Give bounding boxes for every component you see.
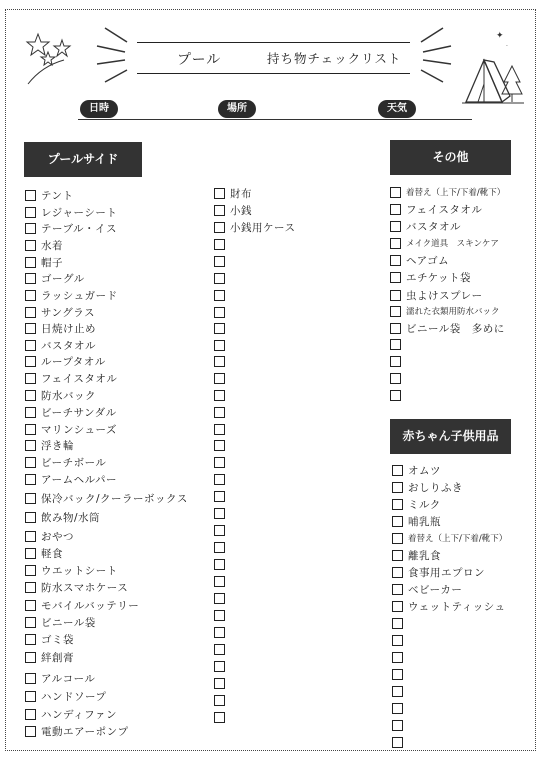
checkbox[interactable] bbox=[25, 691, 36, 702]
checkbox[interactable] bbox=[214, 188, 225, 199]
checkbox[interactable] bbox=[214, 222, 225, 233]
checkbox[interactable] bbox=[214, 239, 225, 250]
checkbox[interactable] bbox=[214, 307, 225, 318]
checkbox[interactable] bbox=[392, 669, 403, 680]
checkbox[interactable] bbox=[214, 424, 225, 435]
title-left: プール bbox=[177, 52, 222, 68]
checkbox[interactable] bbox=[25, 617, 36, 628]
checkbox[interactable] bbox=[392, 703, 403, 714]
checkbox[interactable] bbox=[392, 567, 403, 578]
checkbox[interactable] bbox=[214, 678, 225, 689]
checklist-label: おしりふき bbox=[408, 482, 463, 494]
checklist-label: 浮き輪 bbox=[41, 440, 74, 452]
checkbox[interactable] bbox=[25, 323, 36, 334]
checklist-label: ラッシュガード bbox=[41, 290, 118, 302]
checklist-label: ウェットティッシュ bbox=[408, 601, 506, 613]
checkbox[interactable] bbox=[25, 709, 36, 720]
checklist-label: アームヘルパー bbox=[41, 474, 117, 486]
checklist-label: 財布 bbox=[230, 188, 252, 200]
checkbox[interactable] bbox=[25, 240, 36, 251]
checkbox[interactable] bbox=[25, 356, 36, 367]
checkbox[interactable] bbox=[214, 205, 225, 216]
rays-right-icon bbox=[415, 26, 453, 86]
checklist-label: 着替え（上下/下着/靴下） bbox=[406, 188, 506, 198]
checkbox[interactable] bbox=[392, 584, 403, 595]
checklist-label: ミルク bbox=[408, 499, 441, 511]
checkbox[interactable] bbox=[25, 531, 36, 542]
title-block bbox=[137, 42, 410, 74]
checklist-label: バスタオル bbox=[406, 221, 461, 233]
checkbox[interactable] bbox=[214, 593, 225, 604]
checkbox[interactable] bbox=[214, 390, 225, 401]
checklist-label: ゴーグル bbox=[41, 273, 85, 285]
checkbox[interactable] bbox=[390, 255, 401, 266]
checkbox[interactable] bbox=[392, 533, 403, 544]
checkbox[interactable] bbox=[392, 686, 403, 697]
checklist-label: テーブル・イス bbox=[41, 223, 117, 235]
rays-left-icon bbox=[95, 26, 133, 86]
checkbox[interactable] bbox=[214, 644, 225, 655]
checklist-label: ハンディファン bbox=[41, 709, 117, 721]
checklist-label: エチケット袋 bbox=[406, 272, 472, 284]
checklist-label: 小銭用ケース bbox=[230, 222, 296, 234]
checkbox[interactable] bbox=[214, 323, 225, 334]
checkbox[interactable] bbox=[214, 525, 225, 536]
checkbox[interactable] bbox=[390, 272, 401, 283]
checklist-label: フェイスタオル bbox=[41, 373, 118, 385]
checkbox[interactable] bbox=[25, 634, 36, 645]
section-poolside-title: プールサイド bbox=[24, 142, 142, 177]
checklist-label: 小銭 bbox=[230, 205, 252, 217]
checkbox[interactable] bbox=[214, 290, 225, 301]
checklist-label: ウエットシート bbox=[41, 565, 118, 577]
checkbox[interactable] bbox=[25, 652, 36, 663]
checkbox[interactable] bbox=[25, 582, 36, 593]
checkbox[interactable] bbox=[392, 737, 403, 748]
checkbox[interactable] bbox=[25, 257, 36, 268]
checklist-label: 哺乳瓶 bbox=[408, 516, 441, 528]
checkbox[interactable] bbox=[25, 424, 36, 435]
checkbox[interactable] bbox=[25, 600, 36, 611]
checkbox[interactable] bbox=[390, 356, 401, 367]
checkbox[interactable] bbox=[392, 652, 403, 663]
checklist-label: 水着 bbox=[41, 240, 63, 252]
checklist-label: 飲み物/水筒 bbox=[41, 512, 101, 524]
checkbox[interactable] bbox=[392, 601, 403, 612]
checkbox[interactable] bbox=[25, 493, 36, 504]
checkbox[interactable] bbox=[25, 565, 36, 576]
checkbox[interactable] bbox=[25, 440, 36, 451]
checkbox[interactable] bbox=[390, 187, 401, 198]
checkbox[interactable] bbox=[214, 491, 225, 502]
checkbox[interactable] bbox=[214, 627, 225, 638]
checkbox[interactable] bbox=[390, 290, 401, 301]
checkbox[interactable] bbox=[25, 726, 36, 737]
checkbox[interactable] bbox=[25, 673, 36, 684]
checkbox[interactable] bbox=[25, 474, 36, 485]
checkbox[interactable] bbox=[25, 190, 36, 201]
checklist-label: メイク道具 スキンケア bbox=[406, 239, 499, 249]
checklist-label: 虫よけスプレー bbox=[406, 290, 483, 302]
checkbox[interactable] bbox=[25, 273, 36, 284]
checkbox[interactable] bbox=[390, 238, 401, 249]
checkbox[interactable] bbox=[214, 474, 225, 485]
checklist-label: ビニール袋 多めに bbox=[406, 323, 505, 335]
checklist-label: テント bbox=[41, 190, 74, 202]
checklist-label: フェイスタオル bbox=[406, 204, 483, 216]
checkbox[interactable] bbox=[214, 256, 225, 267]
checkbox[interactable] bbox=[390, 204, 401, 215]
checkbox[interactable] bbox=[390, 306, 401, 317]
checkbox[interactable] bbox=[214, 712, 225, 723]
checklist-label: ループタオル bbox=[41, 356, 106, 368]
checkbox[interactable] bbox=[25, 390, 36, 401]
checklist-label: 絆創膏 bbox=[41, 652, 74, 664]
checkbox[interactable] bbox=[392, 499, 403, 510]
checkbox[interactable] bbox=[392, 516, 403, 527]
checkbox[interactable] bbox=[25, 512, 36, 523]
section-other-title: その他 bbox=[390, 140, 511, 175]
title-right: 持ち物チェックリスト bbox=[267, 51, 402, 66]
svg-text:·: · bbox=[506, 43, 508, 50]
checklist-label: ビーチサンダル bbox=[41, 407, 117, 419]
checkbox[interactable] bbox=[214, 373, 225, 384]
checkbox[interactable] bbox=[214, 440, 225, 451]
checklist-label: 防水バック bbox=[41, 390, 96, 402]
checklist-label: オムツ bbox=[408, 465, 441, 477]
checklist-label: ビーチボール bbox=[41, 457, 107, 469]
checkbox[interactable] bbox=[392, 635, 403, 646]
checklist-label: 軽食 bbox=[41, 548, 63, 560]
checklist-label: 防水スマホケース bbox=[41, 582, 129, 594]
weather-line bbox=[378, 119, 472, 120]
checkbox[interactable] bbox=[25, 407, 36, 418]
checklist-label: レジャーシート bbox=[41, 207, 118, 219]
checkbox[interactable] bbox=[214, 576, 225, 587]
checklist-label: ベビーカー bbox=[408, 584, 463, 596]
checkbox[interactable] bbox=[214, 610, 225, 621]
place-line bbox=[116, 119, 378, 120]
checkbox[interactable] bbox=[390, 221, 401, 232]
place-label: 場所 bbox=[218, 100, 256, 118]
checklist-label: 着替え（上下/下着/靴下） bbox=[408, 534, 508, 544]
section-baby-title: 赤ちゃん子供用品 bbox=[390, 419, 511, 454]
checkbox[interactable] bbox=[25, 340, 36, 351]
checkbox[interactable] bbox=[390, 339, 401, 350]
checkbox[interactable] bbox=[25, 307, 36, 318]
checklist-label: ビニール袋 bbox=[41, 617, 96, 629]
checklist-label: バスタオル bbox=[41, 340, 96, 352]
checklist-label: サングラス bbox=[41, 307, 95, 319]
checklist-label: おやつ bbox=[41, 531, 74, 543]
checkbox[interactable] bbox=[214, 340, 225, 351]
date-label: 日時 bbox=[80, 100, 118, 118]
svg-text:✦: ✦ bbox=[496, 31, 504, 41]
checkbox[interactable] bbox=[25, 373, 36, 384]
checkbox[interactable] bbox=[25, 548, 36, 559]
checkbox[interactable] bbox=[390, 373, 401, 384]
checkbox[interactable] bbox=[214, 273, 225, 284]
checkbox[interactable] bbox=[214, 356, 225, 367]
checkbox[interactable] bbox=[214, 457, 225, 468]
checkbox[interactable] bbox=[390, 390, 401, 401]
checkbox[interactable] bbox=[25, 290, 36, 301]
checkbox[interactable] bbox=[25, 207, 36, 218]
checkbox[interactable] bbox=[25, 223, 36, 234]
checklist-label: 電動エアーポンプ bbox=[41, 726, 129, 738]
tent-icon bbox=[460, 26, 526, 108]
checklist-label: マリンシューズ bbox=[41, 424, 118, 436]
checkbox[interactable] bbox=[214, 695, 225, 706]
checkbox[interactable] bbox=[392, 465, 403, 476]
checklist-label: 日焼け止め bbox=[41, 323, 96, 335]
checkbox[interactable] bbox=[214, 542, 225, 553]
checklist-label: 濡れた衣類用防水バック bbox=[406, 307, 500, 317]
checklist-label: ハンドソープ bbox=[41, 691, 107, 703]
checkbox[interactable] bbox=[390, 323, 401, 334]
checkbox[interactable] bbox=[214, 661, 225, 672]
stars-icon bbox=[22, 26, 80, 86]
checkbox[interactable] bbox=[392, 618, 403, 629]
checklist-label: 離乳食 bbox=[408, 550, 441, 562]
checkbox[interactable] bbox=[25, 457, 36, 468]
checkbox[interactable] bbox=[392, 482, 403, 493]
checkbox[interactable] bbox=[214, 508, 225, 519]
checklist-label: 食事用エプロン bbox=[408, 567, 485, 579]
checkbox[interactable] bbox=[392, 550, 403, 561]
checklist-label: モバイルバッテリー bbox=[41, 600, 140, 612]
checkbox[interactable] bbox=[214, 407, 225, 418]
checklist-label: ヘアゴム bbox=[406, 255, 450, 267]
checkbox[interactable] bbox=[214, 559, 225, 570]
checklist-label: アルコール bbox=[41, 673, 96, 685]
checklist-label: 保冷バック/クーラーボックス bbox=[41, 493, 188, 505]
checklist-label: 帽子 bbox=[41, 257, 63, 269]
checkbox[interactable] bbox=[392, 720, 403, 731]
date-line bbox=[78, 119, 116, 120]
weather-label: 天気 bbox=[378, 100, 416, 118]
checklist-label: ゴミ袋 bbox=[41, 634, 74, 646]
